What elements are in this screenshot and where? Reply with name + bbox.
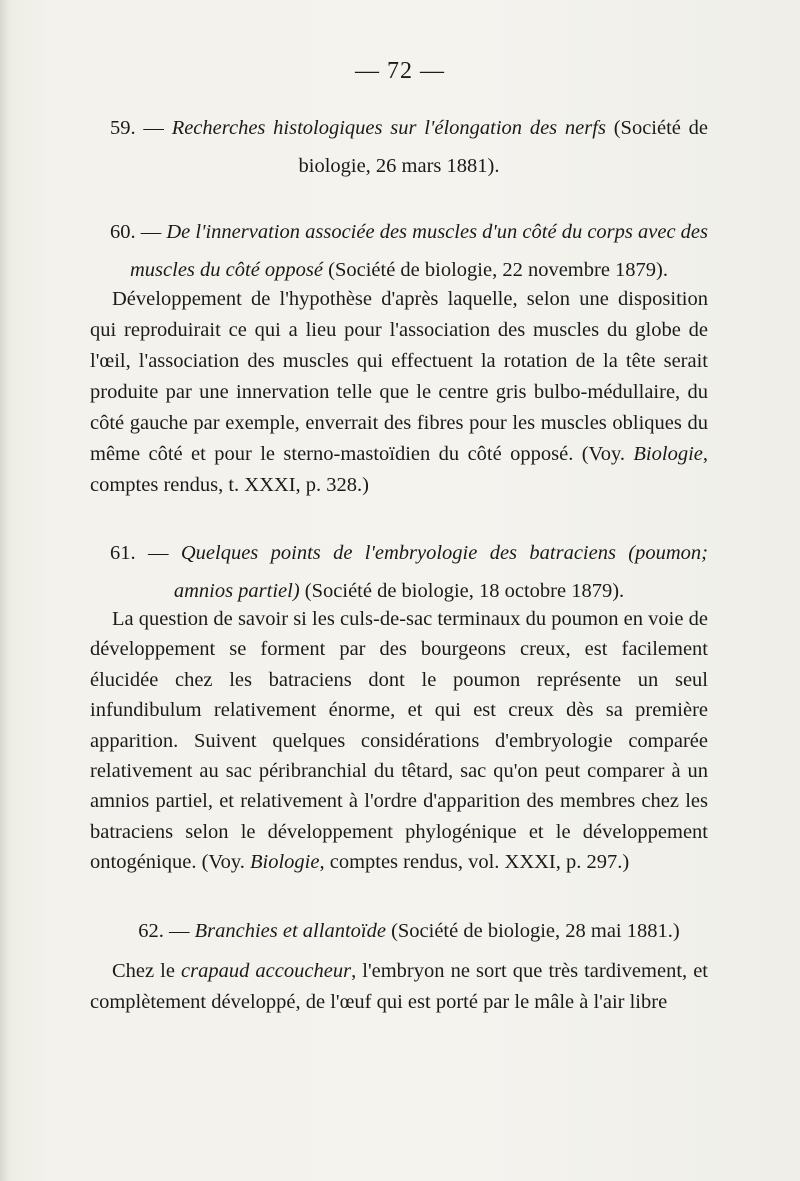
entry-60	[90, 213, 708, 289]
entry-title: Recherches histologiques sur l'élongation des nerfs	[171, 117, 606, 139]
entry-reference: (Société de biologie, 22 novembre 1879).	[328, 259, 668, 281]
entry-61	[90, 534, 708, 610]
entry-62	[90, 912, 708, 950]
entry-number: 60. —	[110, 221, 162, 243]
entry-reference: (Société de biologie, 28 mai 1881.)	[391, 920, 680, 942]
entry-description: Développement de l'hypothèse d'après laquelle, selon une disposition qui reproduirait ce qui a lieu pour l'association des muscles du globe de l'œil, l'association des muscles qui effectuent la rotation de la tête serait produite par une innervation telle que le centre gris bulbo-médullaire, du côté gauche par exemple, enverrait des fibres pour les muscles obliques du même côté et pour le sterno-mastoïdien du côté opposé. (Voy. Biologie, comptes rendus, t. XXXI, p. 328.)	[90, 288, 708, 496]
entry-reference: (Société de biologie, 26 mars 1881).	[298, 117, 709, 177]
entry-heading	[90, 109, 708, 185]
entry-title: Branchies et allantoïde	[194, 920, 386, 942]
entry-heading	[90, 912, 708, 950]
entry-heading	[90, 534, 708, 610]
page-number: — 72 —	[355, 58, 445, 84]
entry-61-body	[90, 604, 708, 878]
entry-number: 61. —	[110, 542, 169, 564]
entry-59	[90, 109, 708, 185]
entry-number: 62. —	[138, 920, 190, 942]
entry-description: Chez le crapaud accoucheur, l'embryon ne sort que très tardivement, et complètement développé, de l'œuf qui est porté par le mâle à l'air libre	[90, 960, 708, 1014]
entry-title: De l'innervation associée des muscles d'un côté du corps avec des muscles du côté opposé	[130, 221, 709, 281]
entry-description: La question de savoir si les culs-de-sac terminaux du poumon en voie de développement se forment par des bourgeons creux, est facilement élucidée chez les batraciens dont le poumon représente un seul infundibulum relativement énorme, et qui est creux dès sa première apparition. Suivent quelques considérations d'embryologie comparée relativement au sac péribranchial du têtard, sac qu'on peut comparer à un amnios partiel, et relativement à l'ordre d'apparition des membres chez les batraciens selon le développement phylogénique et le développement ontogénique. (Voy. Biologie, comptes rendus, vol. XXXI, p. 297.)	[90, 608, 708, 874]
entry-title: Quelques points de l'embryologie des batraciens (poumon; amnios partiel)	[173, 542, 708, 602]
entry-62-body	[90, 956, 708, 1018]
entry-reference: (Société de biologie, 18 octobre 1879).	[304, 580, 625, 602]
page-edge-shadow	[0, 0, 10, 1181]
entry-number: 59. —	[110, 117, 164, 139]
entry-60-body	[90, 284, 708, 501]
entry-heading	[90, 213, 708, 289]
